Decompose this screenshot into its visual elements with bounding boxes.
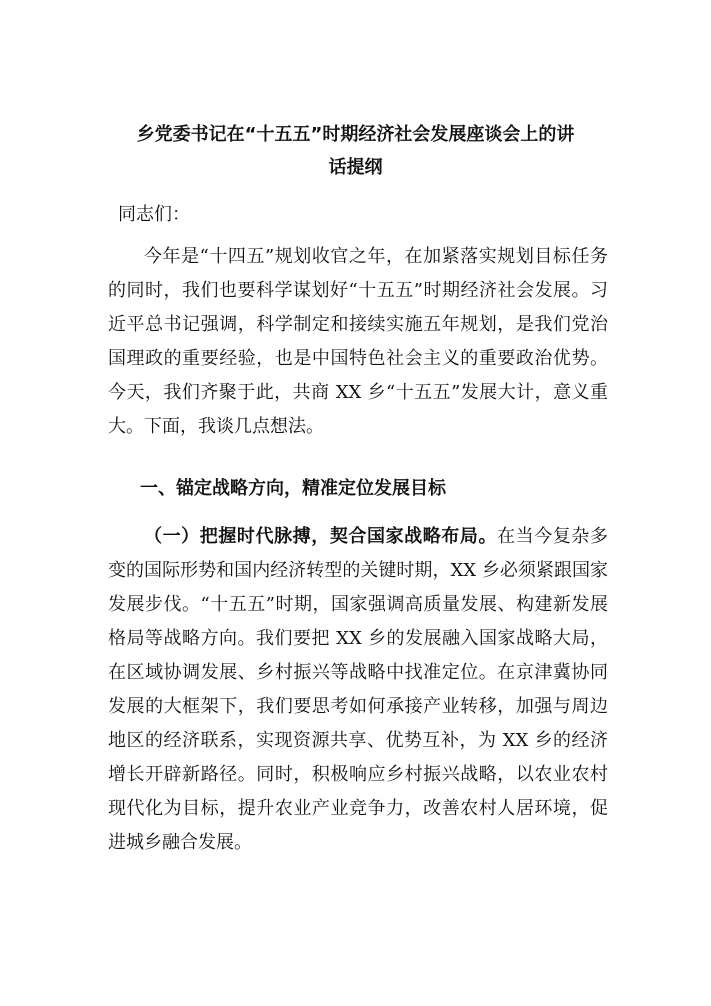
salutation: 同志们： <box>118 204 190 225</box>
paragraph-intro: 今年是“十四五”规划收官之年，在加紧落实规划目标任务的同时，我们也要科学谋划好“十五五”时期经济社会发展。习近平总书记强调，科学制定和接续实施五年规划，是我们党治国理政的重要经验，也是中国特色社会主义的重要政治优势。今天，我们齐聚于此，共商 XX 乡“十五五”发展大计，意义重大。下面，我谈几点想法。 <box>108 246 608 437</box>
paragraph-section-1-1 <box>108 520 608 860</box>
subheading-1-1: （一）把握时代脉搏，契合国家战略布局。 <box>144 526 498 547</box>
title-line-2: 话提纲 <box>328 157 383 178</box>
page-title <box>108 118 603 184</box>
section-heading-1: 一、锚定战略方向，精准定位发展目标 <box>140 478 446 499</box>
paragraph-section-1-1-text: 在当今复杂多变的国际形势和国内经济转型的关键时期，XX 乡必须紧跟国家发展步伐。“十五五”时期，国家强调高质量发展、构建新发展格局等战略方向。我们要把 XX 乡的发展融入国家战略大局，在区域协调发展、乡村振兴等战略中找准定位。在京津冀协同发展的大框架下，我们要思考如何承接产业转移，加强与周边地区的经济联系，实现资源共享、优势互补，为 XX 乡的经济增长开辟新路径。同时，积极响应乡村振兴战略，以农业农村现代化为目标，提升农业产业竞争力，改善农村人居环境，促进城乡融合发展。 <box>108 526 609 853</box>
title-line-1: 乡党委书记在“十五五”时期经济社会发展座谈会上的讲 <box>136 124 575 145</box>
